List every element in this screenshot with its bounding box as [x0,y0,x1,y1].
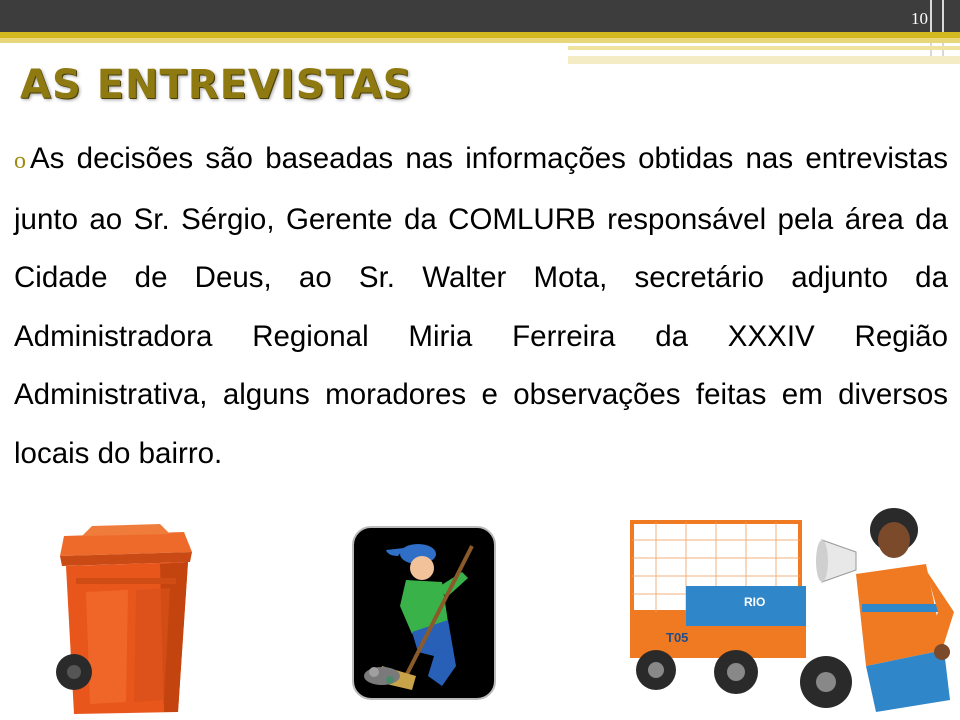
white-strip [568,50,888,54]
tricycle-brand-label: RIO [744,595,766,609]
gold-band-light [0,38,960,43]
trash-bin-image [52,522,202,718]
tricycle-plate-label: T05 [666,630,689,645]
bullet-paragraph [14,130,948,484]
bullet-icon: o [14,148,26,174]
top-bar [0,0,960,32]
page-number: 10 [911,9,928,28]
street-sweeper-image [352,526,496,700]
gold-band-accent [568,56,960,64]
paragraph-text: As decisões são baseadas nas informações obtidas nas entrevistas junto ao Sr. Sérgio, Gerente da COMLURB responsável pela área da Cidade de Deus, ao Sr. Walter Mota, secretário adjunto da Administradora Regional Miria Ferreira da XXXIV Região Administrativa, alguns moradores e observações feitas em diversos locais do bairro. [14,142,948,470]
garbage-tricycle-image [626,500,956,718]
slide-title: AS ENTREVISTAS [20,62,413,108]
